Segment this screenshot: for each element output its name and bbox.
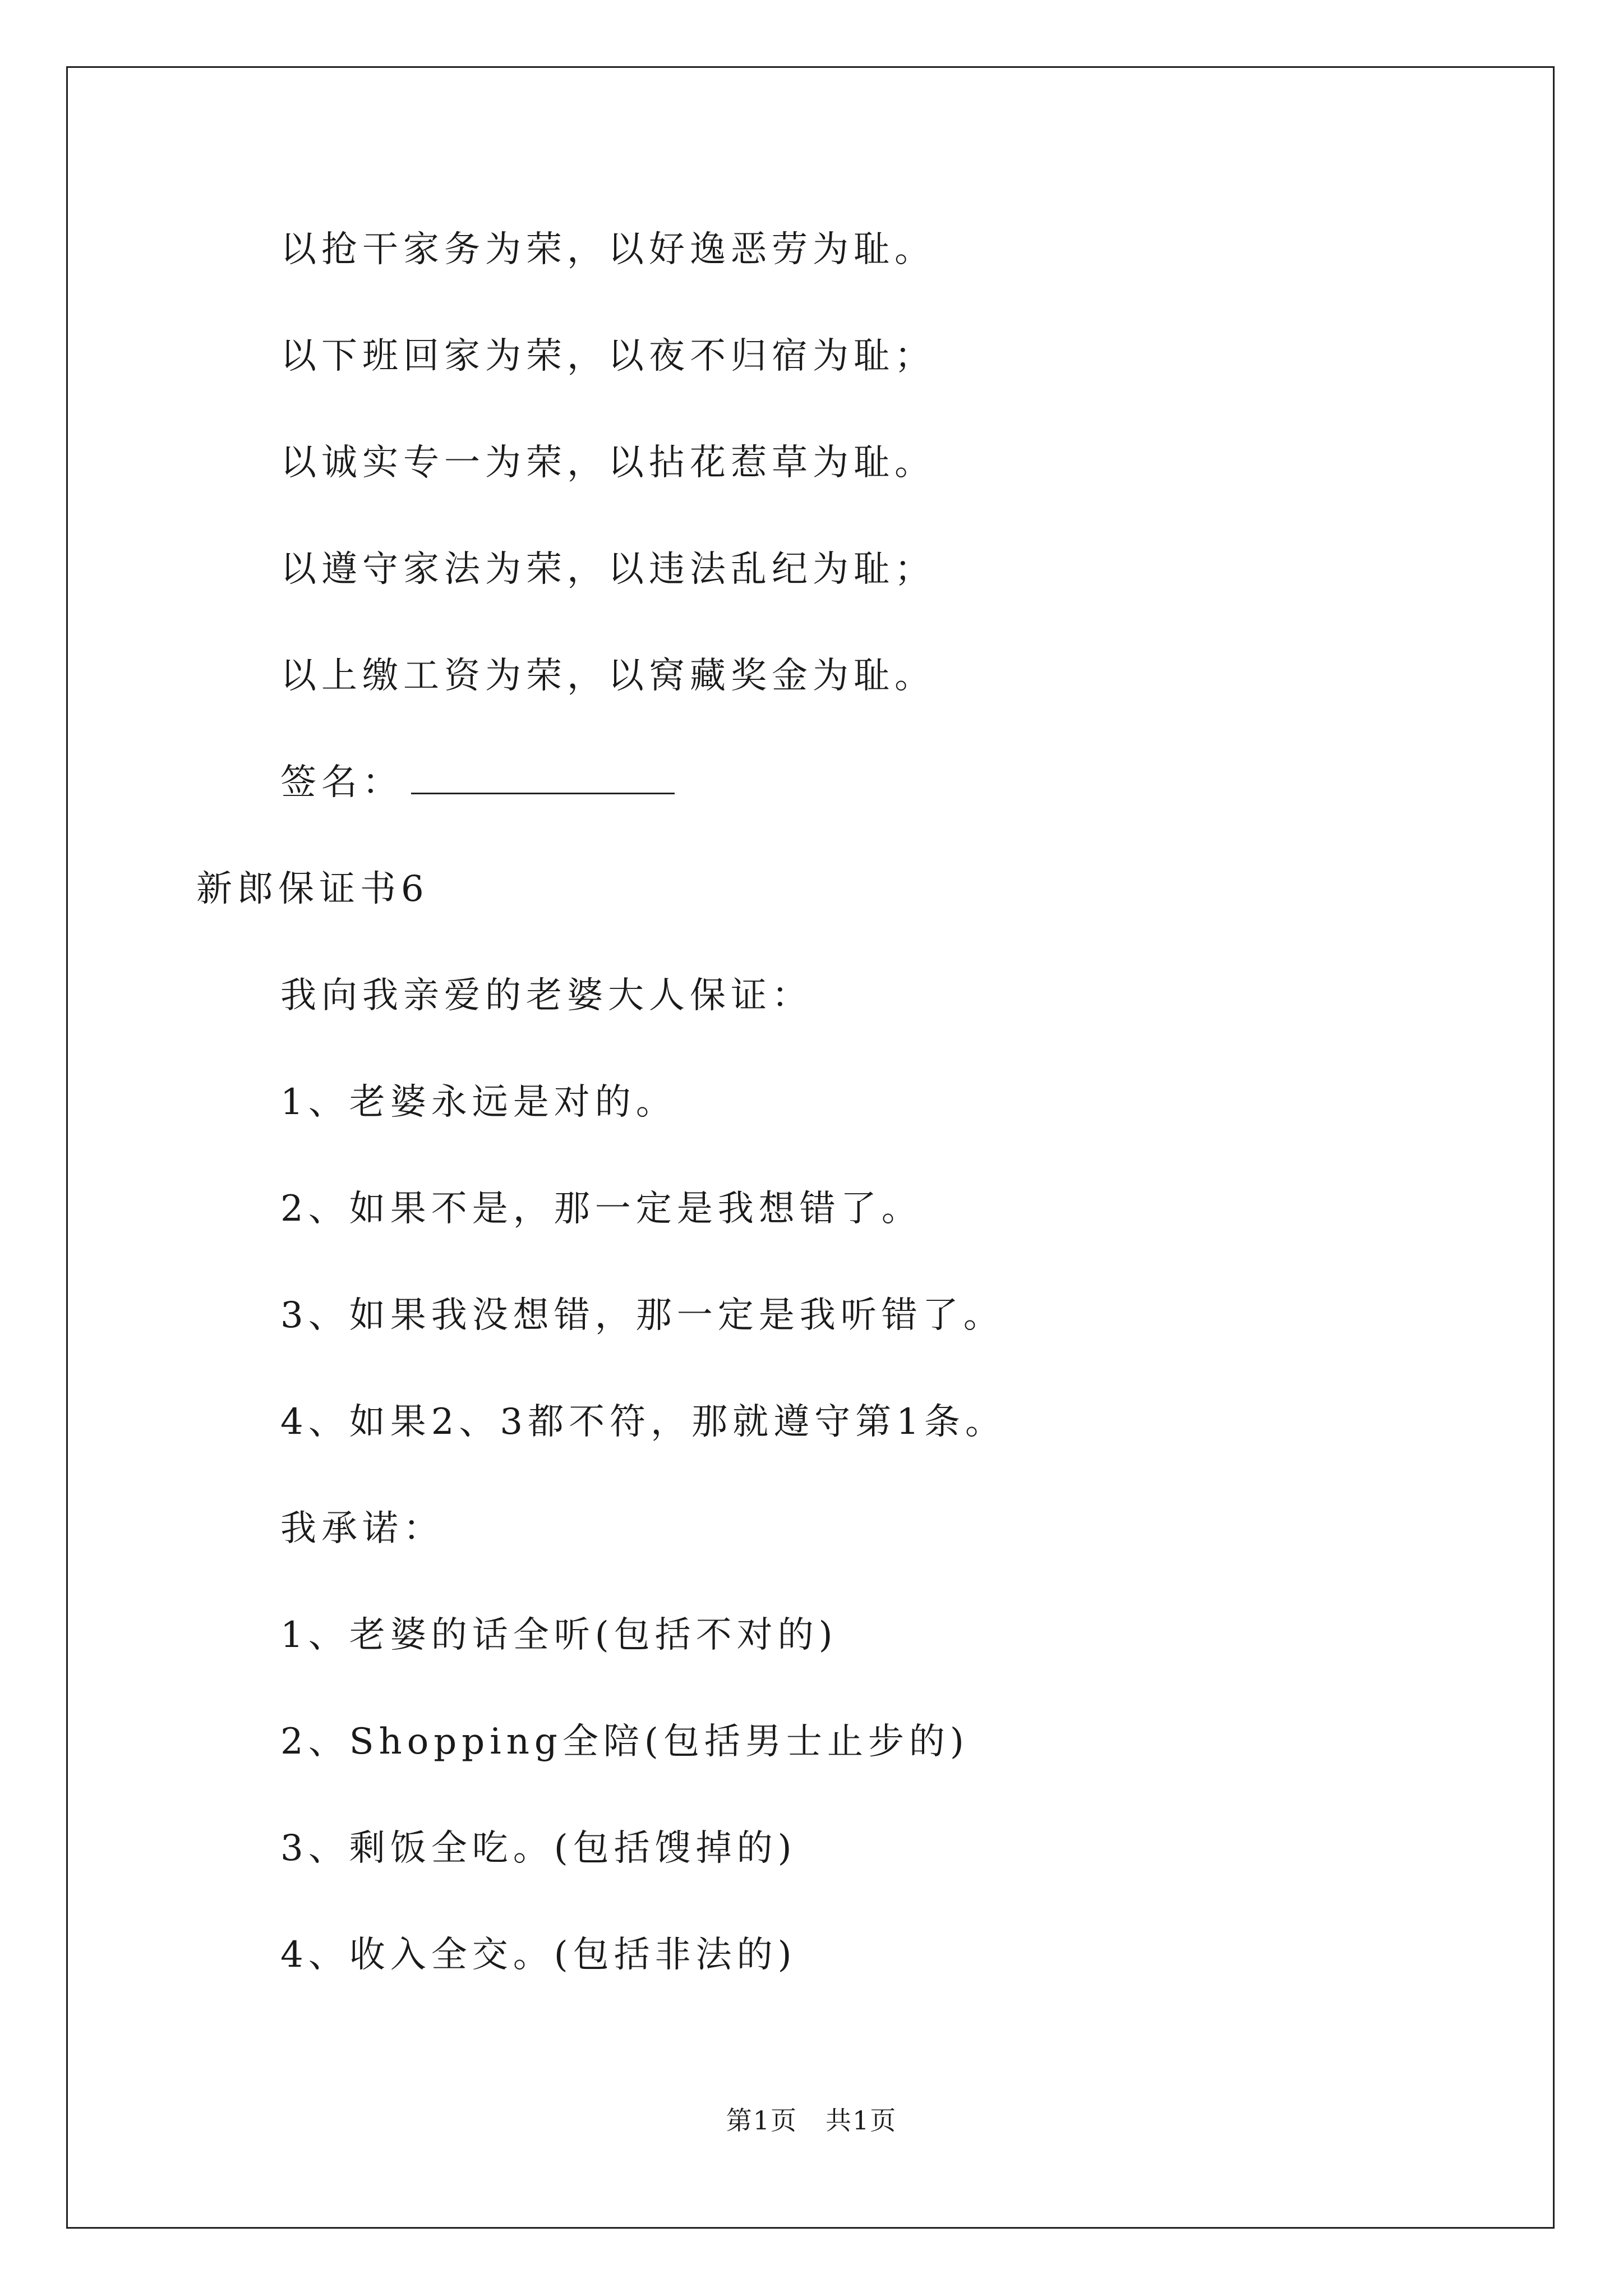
intro-text: 我向我亲爱的老婆大人保证： <box>280 975 813 1016</box>
page-footer <box>0 2104 1623 2137</box>
signature-line <box>280 760 675 805</box>
text-line: 以下班回家为荣，以夜不归宿为耻； <box>280 335 935 377</box>
promise-heading: 我承诺： <box>280 1508 444 1549</box>
text-line: 以诚实专一为荣，以拈花惹草为耻。 <box>280 442 935 484</box>
promise-item: 1、老婆的话全听(包括不对的) <box>280 1614 838 1656</box>
guarantee-item: 1、老婆永远是对的。 <box>280 1082 677 1123</box>
guarantee-item: 3、如果我没想错，那一定是我听错了。 <box>280 1295 1004 1336</box>
signature-label: 签名： <box>280 762 403 803</box>
signature-blank <box>411 761 675 794</box>
page-border <box>66 66 1555 2229</box>
promise-item: 2、Shopping全陪(包括男士止步的) <box>280 1721 969 1763</box>
page-total: 共1页 <box>826 2105 897 2136</box>
text-line: 以抢干家务为荣，以好逸恶劳为耻。 <box>280 229 935 270</box>
promise-item: 3、剩饭全吃。(包括馊掉的) <box>280 1828 797 1869</box>
section-title: 新郎保证书6 <box>196 868 429 910</box>
text-line: 以上缴工资为荣，以窝藏奖金为耻。 <box>280 655 935 697</box>
guarantee-item: 4、如果2、3都不符，那就遵守第1条。 <box>280 1401 1006 1443</box>
page-number: 第1页 <box>726 2105 797 2136</box>
promise-item: 4、收入全交。(包括非法的) <box>280 1934 797 1976</box>
text-line: 以遵守家法为荣，以违法乱纪为耻； <box>280 549 935 590</box>
guarantee-item: 2、如果不是，那一定是我想错了。 <box>280 1188 923 1230</box>
